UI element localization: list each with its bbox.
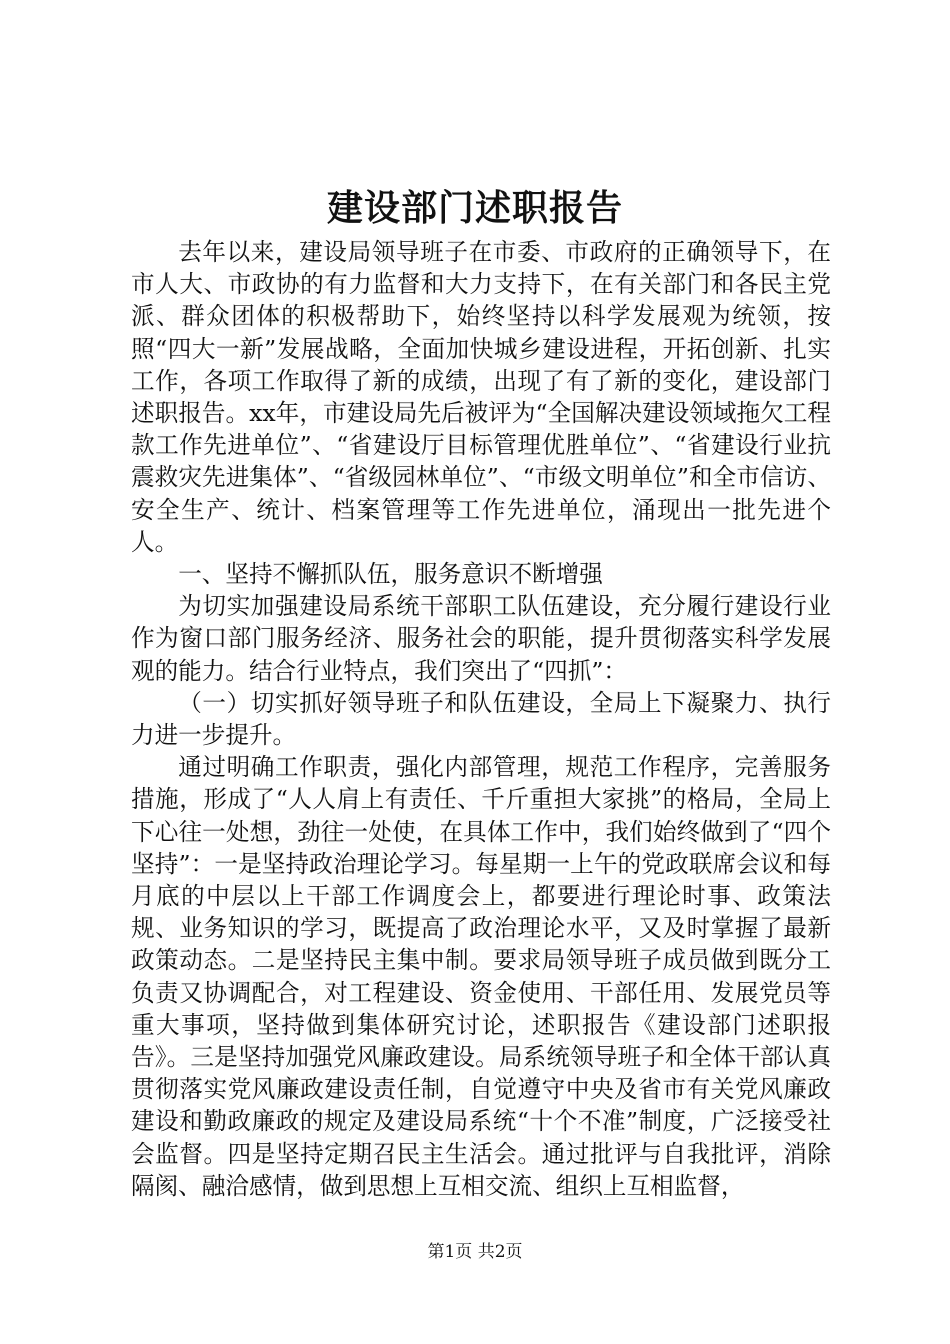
page-number-footer: 第1页 共2页: [427, 1242, 523, 1262]
section-heading-1: 一、坚持不懈抓队伍，服务意识不断增强: [178, 560, 603, 589]
paragraph-section-1: 为切实加强建设局系统干部职工队伍建设，充分履行建设行业作为窗口部门服务经济、服务社会的职能，提升贯彻落实科学发展观的能力。结合行业特点，我们突出了“四抓”：: [131, 592, 831, 685]
subsection-heading-1: （一）切实抓好领导班子和队伍建设，全局上下凝聚力、执行力进一步提升。: [131, 688, 831, 750]
document-title: 建设部门述职报告: [326, 187, 623, 229]
paragraph-intro: 去年以来，建设局领导班子在市委、市政府的正确领导下，在市人大、市政协的有力监督和大力支持下，在有关部门和各民主党派、群众团体的积极帮助下，始终坚持以科学发展观为统领，按照“四大一新”发展战略，全面加快城乡建设进程，开拓创新、扎实工作，各项工作取得了新的成绩，出现了有了新的变化，建设部门述职报告。xx年，市建设局先后被评为“全国解决建设领域拖欠工程款工作先进单位”、“省建设厅目标管理优胜单位”、“省建设行业抗震救灾先进集体”、“省级园林单位”、“市级文明单位”和全市信访、安全生产、统计、档案管理等工作先进单位，涌现出一批先进个人。: [131, 238, 831, 556]
document-body: [131, 236, 831, 1202]
paragraph-subsection-1: 通过明确工作职责，强化内部管理，规范工作程序，完善服务措施，形成了“人人肩上有责任、千斤重担大家挑”的格局，全局上下心往一处想，劲往一处使，在具体工作中，我们始终做到了“四个坚持”：一是坚持政治理论学习。每星期一上午的党政联席会议和每月底的中层以上干部工作调度会上，都要进行理论时事、政策法规、业务知识的学习，既提高了政治理论水平，又及时掌握了最新政策动态。二是坚持民主集中制。要求局领导班子成员做到既分工负责又协调配合，对工程建设、资金使用、干部任用、发展党员等重大事项，坚持做到集体研究讨论，述职报告《建设部门述职报告》。三是坚持加强党风廉政建设。局系统领导班子和全体干部认真贯彻落实党风廉政建设责任制，自觉遵守中央及省市有关党风廉政建设和勤政廉政的规定及建设局系统“十个不准”制度，广泛接受社会监督。四是坚持定期召民主生活会。通过批评与自我批评，消除隔阂、融洽感情，做到思想上互相交流、组织上互相监督，: [131, 753, 831, 1200]
